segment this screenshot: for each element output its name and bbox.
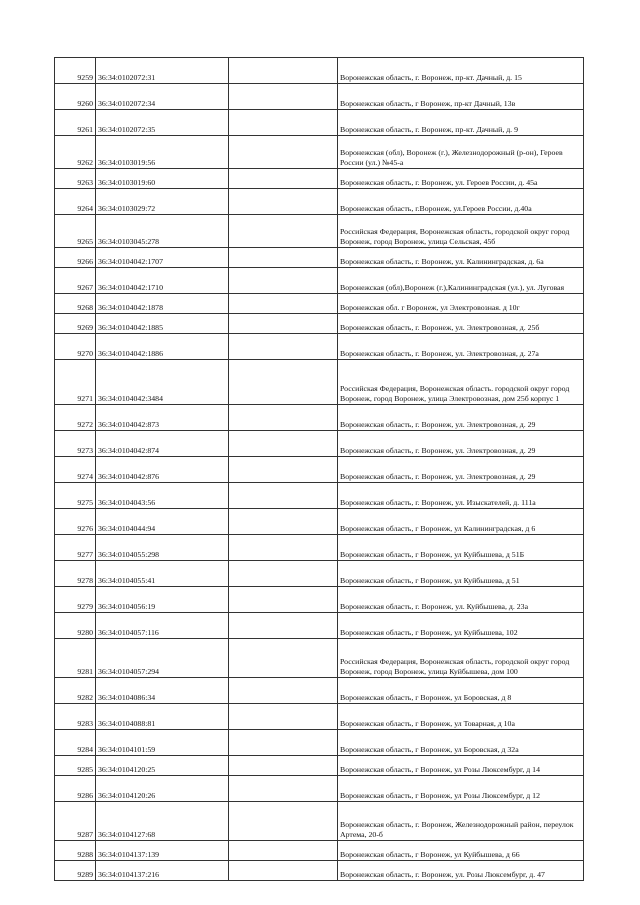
- cadastral-number: 36:34:0102072:31: [96, 58, 229, 84]
- empty-cell: [229, 294, 338, 314]
- empty-cell: [229, 431, 338, 457]
- address: Воронежская обл. г Воронеж, ул Электровозная. д 10г: [338, 294, 584, 314]
- row-number: 9277: [55, 535, 96, 561]
- empty-cell: [229, 248, 338, 268]
- empty-cell: [229, 268, 338, 294]
- row-number: 9263: [55, 169, 96, 189]
- empty-cell: [229, 314, 338, 334]
- table-row: [55, 776, 584, 802]
- row-number: 9267: [55, 268, 96, 294]
- address: Воронежская область, г. Воронеж, ул. Изыскателей, д. 111а: [338, 483, 584, 509]
- empty-cell: [229, 334, 338, 360]
- row-number: 9283: [55, 704, 96, 730]
- address: Воронежская область, г Воронеж, ул Куйбышева, д 51Б: [338, 535, 584, 561]
- cadastral-number: 36:34:0103045:278: [96, 215, 229, 248]
- row-number: 9288: [55, 841, 96, 861]
- row-number: 9260: [55, 84, 96, 110]
- table-row: [55, 561, 584, 587]
- cadastral-number: 36:34:0104057:116: [96, 613, 229, 639]
- empty-cell: [229, 776, 338, 802]
- empty-cell: [229, 587, 338, 613]
- table-row: [55, 802, 584, 841]
- empty-cell: [229, 84, 338, 110]
- address: Воронежская область, г Воронеж, ул Куйбышева, д 66: [338, 841, 584, 861]
- table-row: [55, 314, 584, 334]
- address: Воронежская (обл), Воронеж (г.), Железнодорожный (р-он), Героев России (ул.) №45-а: [338, 136, 584, 169]
- table-row: [55, 841, 584, 861]
- empty-cell: [229, 58, 338, 84]
- row-number: 9276: [55, 509, 96, 535]
- row-number: 9268: [55, 294, 96, 314]
- table-row: [55, 730, 584, 756]
- cadastral-number: 36:34:0104042:1707: [96, 248, 229, 268]
- table-row: [55, 756, 584, 776]
- address: Воронежская область, г Воронеж, ул Куйбышева, д 51: [338, 561, 584, 587]
- address: Воронежская область, г.Воронеж, ул.Героев России, д.40а: [338, 189, 584, 215]
- cadastral-number: 36:34:0104042:873: [96, 405, 229, 431]
- table-row: [55, 110, 584, 136]
- table-row: [55, 334, 584, 360]
- empty-cell: [229, 730, 338, 756]
- address: Воронежская (обл),Воронеж (г.),Калининградская (ул.), ул. Луговая: [338, 268, 584, 294]
- cadastral-number: 36:34:0104056:19: [96, 587, 229, 613]
- table-row: [55, 587, 584, 613]
- cadastral-number: 36:34:0104101:59: [96, 730, 229, 756]
- table-row: [55, 639, 584, 678]
- cadastral-number: 36:34:0104042:1710: [96, 268, 229, 294]
- table-body: [55, 58, 584, 881]
- empty-cell: [229, 678, 338, 704]
- row-number: 9275: [55, 483, 96, 509]
- cadastral-number: 36:34:0104042:1878: [96, 294, 229, 314]
- table-row: [55, 509, 584, 535]
- empty-cell: [229, 841, 338, 861]
- empty-cell: [229, 756, 338, 776]
- row-number: 9282: [55, 678, 96, 704]
- table-row: [55, 294, 584, 314]
- empty-cell: [229, 704, 338, 730]
- cadastral-number: 36:34:0104057:294: [96, 639, 229, 678]
- row-number: 9278: [55, 561, 96, 587]
- address: Воронежская область, г Воронеж, ул Розы Люксембург, д 14: [338, 756, 584, 776]
- address: Воронежская область, г. Воронеж, ул. Электровозная, д. 29: [338, 405, 584, 431]
- address: Воронежская область, г. Воронеж, пр-кт. Дачный, д. 15: [338, 58, 584, 84]
- cadastral-number: 36:34:0104042:876: [96, 457, 229, 483]
- cadastral-number: 36:34:0104137:139: [96, 841, 229, 861]
- table-row: [55, 613, 584, 639]
- row-number: 9264: [55, 189, 96, 215]
- row-number: 9286: [55, 776, 96, 802]
- cadastral-number: 36:34:0104042:874: [96, 431, 229, 457]
- empty-cell: [229, 861, 338, 881]
- cadastral-number: 36:34:0103019:56: [96, 136, 229, 169]
- cadastral-table: [54, 57, 584, 881]
- row-number: 9279: [55, 587, 96, 613]
- table-row: [55, 457, 584, 483]
- address: Воронежская область, г. Воронеж, ул. Электровозная, д. 25б: [338, 314, 584, 334]
- cadastral-number: 36:34:0104088:81: [96, 704, 229, 730]
- cadastral-number: 36:34:0104120:25: [96, 756, 229, 776]
- table-row: [55, 58, 584, 84]
- table-row: [55, 535, 584, 561]
- address: Воронежская область, г. Воронеж, ул. Электровозная, д. 27а: [338, 334, 584, 360]
- address: Воронежская область, г Воронеж, ул Боровская, д 32а: [338, 730, 584, 756]
- cadastral-number: 36:34:0104042:1886: [96, 334, 229, 360]
- empty-cell: [229, 136, 338, 169]
- row-number: 9289: [55, 861, 96, 881]
- cadastral-number: 36:34:0104044:94: [96, 509, 229, 535]
- table-row: [55, 360, 584, 405]
- table-row: [55, 405, 584, 431]
- address: Воронежская область, г. Воронеж, Железнодорожный район, переулок Артема, 20-б: [338, 802, 584, 841]
- row-number: 9273: [55, 431, 96, 457]
- cadastral-number: 36:34:0103019:60: [96, 169, 229, 189]
- table-row: [55, 268, 584, 294]
- cadastral-number: 36:34:0104042:1885: [96, 314, 229, 334]
- address: Воронежская область, г. Воронеж, ул. Электровозная, д. 29: [338, 431, 584, 457]
- empty-cell: [229, 457, 338, 483]
- row-number: 9280: [55, 613, 96, 639]
- address: Воронежская область, г. Воронеж, ул. Куйбышева, д. 23а: [338, 587, 584, 613]
- row-number: 9281: [55, 639, 96, 678]
- row-number: 9269: [55, 314, 96, 334]
- address: Воронежская область, г. Воронеж, ул. Розы Люксембург, д. 47: [338, 861, 584, 881]
- empty-cell: [229, 483, 338, 509]
- address: Воронежская область, г. Воронеж, ул. Героев России, д. 45а: [338, 169, 584, 189]
- empty-cell: [229, 639, 338, 678]
- empty-cell: [229, 535, 338, 561]
- row-number: 9274: [55, 457, 96, 483]
- row-number: 9271: [55, 360, 96, 405]
- cadastral-number: 36:34:0103029:72: [96, 189, 229, 215]
- row-number: 9265: [55, 215, 96, 248]
- row-number: 9259: [55, 58, 96, 84]
- row-number: 9272: [55, 405, 96, 431]
- empty-cell: [229, 802, 338, 841]
- cadastral-number: 36:34:0104042:3484: [96, 360, 229, 405]
- cadastral-number: 36:34:0104127:68: [96, 802, 229, 841]
- empty-cell: [229, 189, 338, 215]
- row-number: 9270: [55, 334, 96, 360]
- address: Воронежская область, г Воронеж, пр-кт Дачный, 13в: [338, 84, 584, 110]
- table-row: [55, 136, 584, 169]
- empty-cell: [229, 405, 338, 431]
- address: Воронежская область, г Воронеж, ул Товарная, д 10а: [338, 704, 584, 730]
- row-number: 9285: [55, 756, 96, 776]
- address: Воронежская область, г Воронеж, ул Калининградская, д 6: [338, 509, 584, 535]
- cadastral-number: 36:34:0104086:34: [96, 678, 229, 704]
- empty-cell: [229, 215, 338, 248]
- empty-cell: [229, 509, 338, 535]
- address: Воронежская область, г. Воронеж, ул. Электровозная, д. 29: [338, 457, 584, 483]
- address: Воронежская область, г Воронеж, ул Куйбышева, 102: [338, 613, 584, 639]
- table-row: [55, 483, 584, 509]
- empty-cell: [229, 613, 338, 639]
- table-row: [55, 84, 584, 110]
- cadastral-number: 36:34:0102072:34: [96, 84, 229, 110]
- table-row: [55, 431, 584, 457]
- cadastral-number: 36:34:0104120:26: [96, 776, 229, 802]
- address: Российская Федерация, Воронежская область. городской округ город Воронеж, город Воронеж, улица Электровозная, дом 25б корпус 1: [338, 360, 584, 405]
- cadastral-number: 36:34:0104055:298: [96, 535, 229, 561]
- table-row: [55, 189, 584, 215]
- table-row: [55, 861, 584, 881]
- row-number: 9287: [55, 802, 96, 841]
- address: Воронежская область, г Воронеж, ул Розы Люксембург, д 12: [338, 776, 584, 802]
- address: Воронежская область, г. Воронеж, пр-кт. Дачный, д. 9: [338, 110, 584, 136]
- address: Российская Федерация, Воронежская область, городской округ город Воронеж, город Воронеж, улица Куйбышева, дом 100: [338, 639, 584, 678]
- cadastral-number: 36:34:0104043:56: [96, 483, 229, 509]
- table-row: [55, 215, 584, 248]
- row-number: 9266: [55, 248, 96, 268]
- empty-cell: [229, 169, 338, 189]
- table-row: [55, 704, 584, 730]
- address: Воронежская область, г Воронеж, ул Боровская, д 8: [338, 678, 584, 704]
- empty-cell: [229, 360, 338, 405]
- address: Воронежская область, г. Воронеж, ул. Калининградская, д. 6а: [338, 248, 584, 268]
- cadastral-number: 36:34:0104137:216: [96, 861, 229, 881]
- cadastral-number: 36:34:0102072:35: [96, 110, 229, 136]
- row-number: 9262: [55, 136, 96, 169]
- empty-cell: [229, 561, 338, 587]
- address: Российская Федерация, Воронежская область, городской округ город Воронеж, город Воронеж, улица Сельская, 45б: [338, 215, 584, 248]
- table-row: [55, 169, 584, 189]
- table-row: [55, 248, 584, 268]
- cadastral-number: 36:34:0104055:41: [96, 561, 229, 587]
- row-number: 9284: [55, 730, 96, 756]
- empty-cell: [229, 110, 338, 136]
- table-row: [55, 678, 584, 704]
- row-number: 9261: [55, 110, 96, 136]
